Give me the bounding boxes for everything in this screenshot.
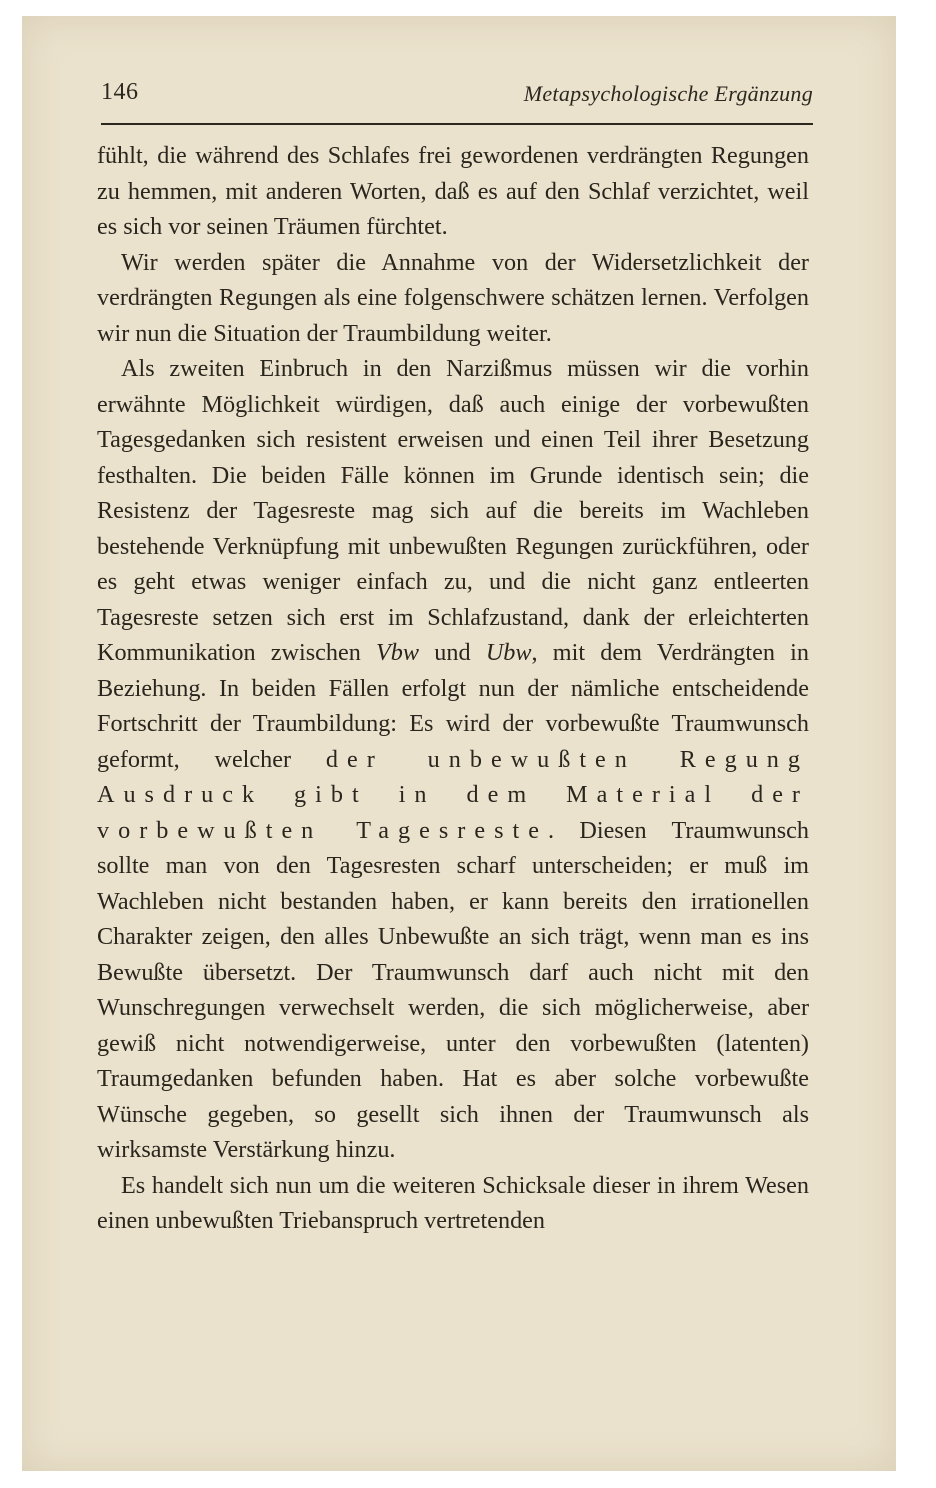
- running-head: Metapsychologische Ergänzung: [523, 81, 813, 106]
- page-number: 146: [101, 79, 139, 105]
- paragraph-2-text: Wir werden später die Annahme von der Widersetzlichkeit der verdrängten Regungen als eine folgenschwere schätzen lernen. Verfolgen wir nun die Situation der Traumbildung weiter.: [97, 248, 809, 347]
- paragraph-2: [97, 245, 809, 352]
- paragraph-3-text-d: . Diesen Traumwunsch sollte man von den Tagesresten scharf unterscheiden; er muß im Wachleben nicht bestanden haben, er kann bereits den irrationellen Charakter zeigen, den alles Unbewußte an sich trägt, wenn man es ins Bewußte übersetzt. Der Traumwunsch darf auch nicht mit den Wunschregungen verwechselt werden, die sich möglicherweise, aber gewiß nicht notwendigerweise, unter den vorbewußten (latenten) Traumgedanken befunden haben. Hat es aber solche vorbewußte Wünsche gegeben, so gesellt sich ihnen der Traumwunsch als wirksamste Verstärkung hinzu.: [97, 816, 810, 1163]
- paragraph-3-text-b: und: [419, 639, 486, 666]
- paragraph-3-text-a: Als zweiten Einbruch in den Narzißmus müssen wir die vorhin erwähnte Möglichkeit würdigen, daß auch einige der vorbewußten Tagesgedanken sich resistent erweisen und einen Teil ihrer Besetzung festhalten. Die beiden Fälle können im Grunde identisch sein; die Resistenz der Tagesreste mag sich auf die bereits im Wachleben bestehende Verknüpfung mit unbewußten Regungen zurückführen, oder es geht etwas weniger einfach zu, und die nicht ganz entleerten Tagesreste setzen sich erst im Schlafzustand, dank der erleichterten Kommunikation zwischen: [97, 355, 809, 666]
- paragraph-4: [97, 1168, 809, 1239]
- abbreviation-ubw: Ubw: [485, 639, 532, 666]
- abbreviation-vbw: Vbw: [376, 639, 420, 666]
- paragraph-4-text: Es handelt sich nun um die weiteren Schicksale dieser in ihrem Wesen einen unbewußten Triebanspruch vertretenden: [97, 1171, 809, 1234]
- header-rule: [101, 123, 813, 125]
- paragraph-1-text: fühlt, die während des Schlafes frei gewordenen verdrängten Regungen zu hemmen, mit anderen Worten, daß es auf den Schlaf verzichtet, weil es sich vor seinen Träumen fürchtet.: [97, 142, 809, 240]
- paragraph-3-text-c: , mit dem Verdrängten in Beziehung. In beiden Fällen erfolgt nun der nämliche entscheidende Fortschritt der Traumbildung: Es wird der vorbewußte Traumwunsch geformt, welcher: [97, 639, 809, 773]
- page-header: [101, 79, 813, 111]
- body-text: [97, 138, 809, 1239]
- paragraph-3: [97, 351, 809, 1168]
- paragraph-1: [97, 138, 809, 245]
- emphasized-phrase: der unbewußten Regung Ausdruck gibt in dem Material der vorbewußten Tagesreste: [97, 745, 809, 844]
